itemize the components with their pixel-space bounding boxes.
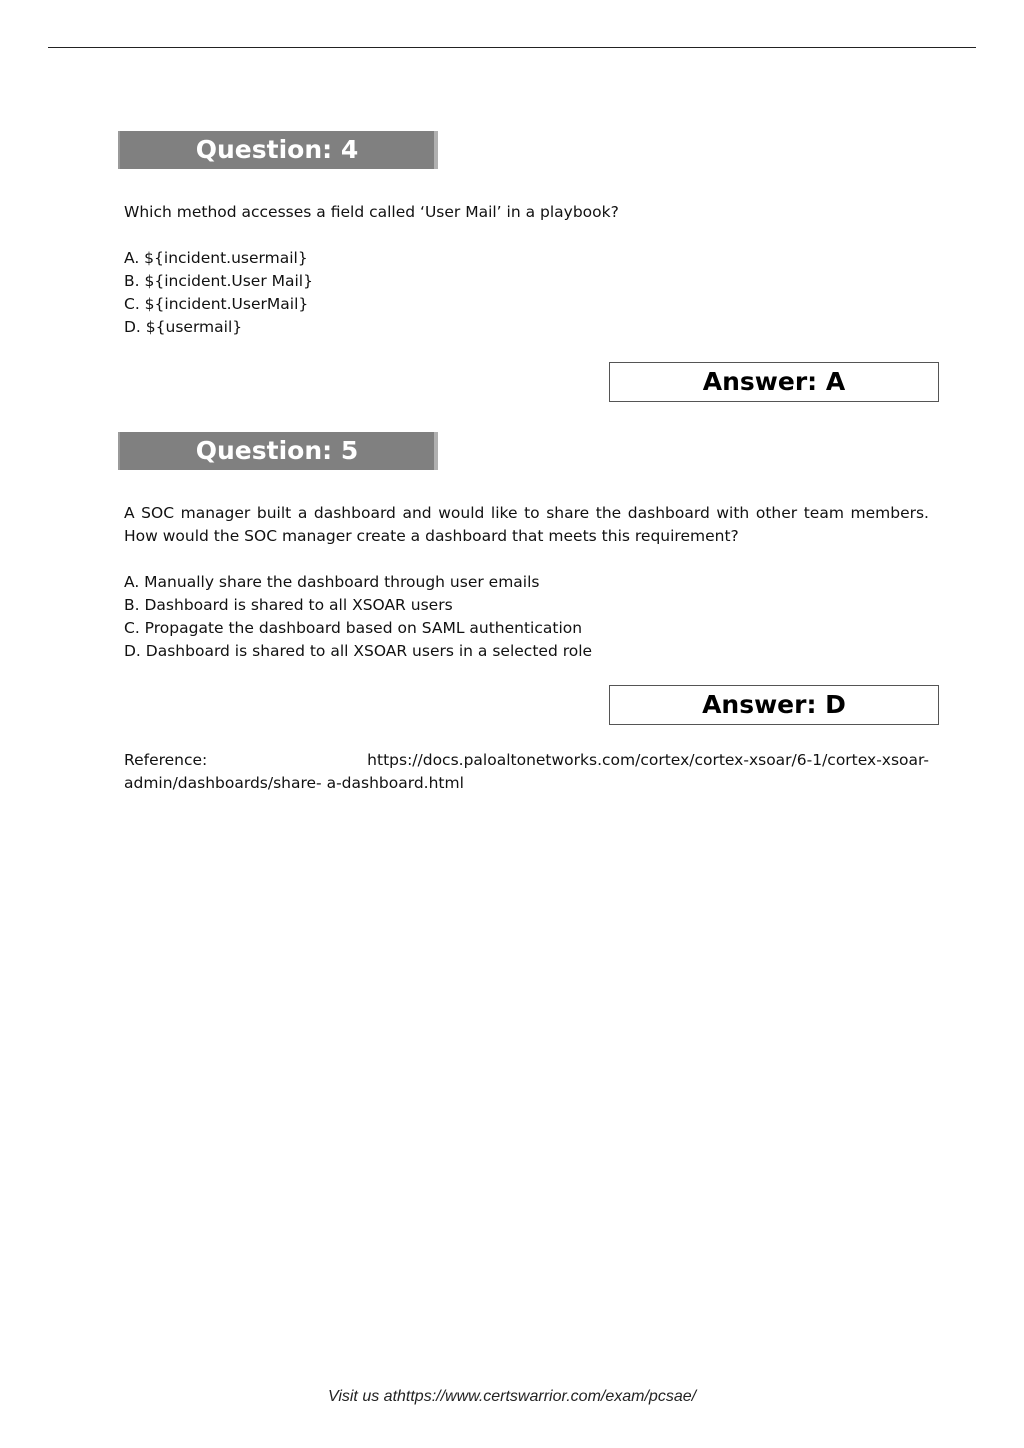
- question-4-option-b: B. ${incident.User Mail}: [124, 272, 313, 290]
- question-5-option-d: D. Dashboard is shared to all XSOAR users in a selected role: [124, 642, 593, 660]
- question-4-options: [124, 247, 929, 339]
- question-4-option-c: C. ${incident.UserMail}: [124, 295, 309, 313]
- reference-label: Reference:: [124, 751, 208, 769]
- question-5-option-b: B. Dashboard is shared to all XSOAR users: [124, 596, 453, 614]
- question-4-text: Which method accesses a field called ‘User Mail’ in a playbook?: [124, 203, 619, 221]
- reference-block: [124, 749, 929, 795]
- question-4-answer: Answer: A: [609, 362, 939, 402]
- reference-link-part1[interactable]: https://docs.paloaltonetworks.com/cortex/cortex-xsoar/6-1/cortex-xsoar-: [367, 751, 929, 769]
- question-5-answer: Answer: D: [609, 685, 939, 725]
- question-5-option-c: C. Propagate the dashboard based on SAML authentication: [124, 619, 583, 637]
- question-5-options: [124, 571, 929, 663]
- question-5-banner: Question: 5: [118, 432, 438, 470]
- reference-link-part2[interactable]: admin/dashboards/share- a-dashboard.html: [124, 774, 464, 792]
- footer-link[interactable]: Visit us athttps://www.certswarrior.com/exam/pcsae/: [327, 1388, 697, 1405]
- question-5-option-a: A. Manually share the dashboard through user emails: [124, 573, 540, 591]
- header-rule: [48, 47, 976, 48]
- question-4-option-a: A. ${incident.usermail}: [124, 249, 308, 267]
- question-5-text: A SOC manager built a dashboard and would like to share the dashboard with other team members. How would the SOC manager create a dashboard that meets this requirement?: [124, 504, 929, 545]
- question-4-banner: Question: 4: [118, 131, 438, 169]
- question-4-option-d: D. ${usermail}: [124, 318, 243, 336]
